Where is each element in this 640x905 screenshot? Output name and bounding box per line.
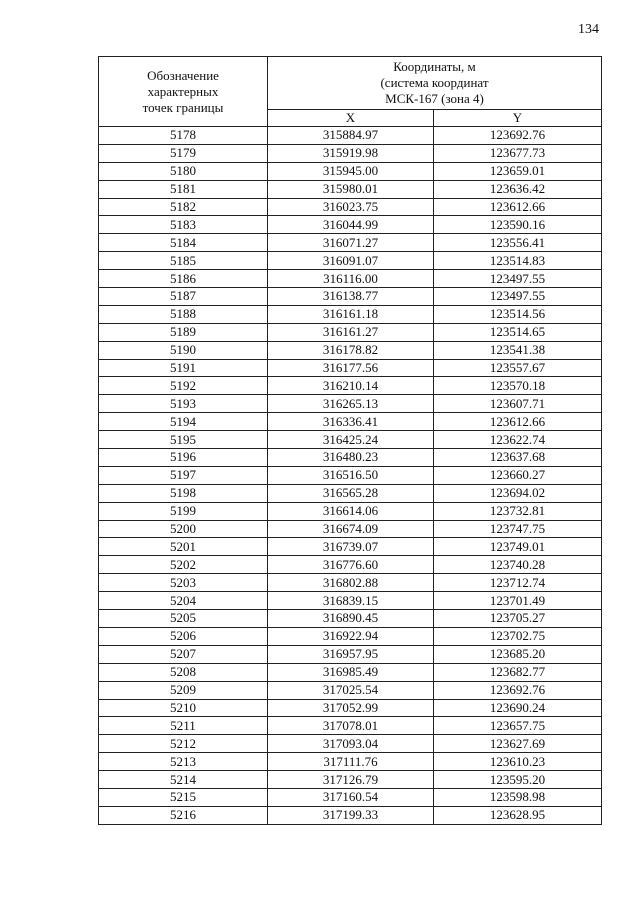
y-cell: 123612.66 (434, 413, 602, 431)
table-row (99, 538, 602, 556)
y-cell: 123685.20 (434, 645, 602, 663)
y-cell: 123590.16 (434, 216, 602, 234)
point-cell: 5196 (99, 449, 268, 467)
point-cell: 5178 (99, 127, 268, 145)
table-row (99, 180, 602, 198)
table-row (99, 574, 602, 592)
y-cell: 123660.27 (434, 466, 602, 484)
x-cell: 315945.00 (268, 162, 434, 180)
point-cell: 5201 (99, 538, 268, 556)
y-cell: 123637.68 (434, 449, 602, 467)
table-row (99, 216, 602, 234)
y-cell: 123712.74 (434, 574, 602, 592)
x-cell: 316044.99 (268, 216, 434, 234)
y-cell: 123607.71 (434, 395, 602, 413)
header-point-line: Обозначение (147, 67, 219, 83)
table-row (99, 341, 602, 359)
table-row (99, 556, 602, 574)
table-row (99, 323, 602, 341)
point-cell: 5208 (99, 663, 268, 681)
x-cell: 316425.24 (268, 431, 434, 449)
point-cell: 5180 (99, 162, 268, 180)
header-coords-line: МСК-167 (зона 4) (385, 91, 484, 106)
point-cell: 5214 (99, 771, 268, 789)
x-cell: 316178.82 (268, 341, 434, 359)
y-cell: 123497.55 (434, 288, 602, 306)
point-cell: 5184 (99, 234, 268, 252)
x-cell: 316071.27 (268, 234, 434, 252)
table-row (99, 144, 602, 162)
x-cell: 316516.50 (268, 466, 434, 484)
page-number: 134 (578, 22, 599, 37)
table-row (99, 592, 602, 610)
table-row (99, 198, 602, 216)
table-row (99, 502, 602, 520)
x-cell: 317078.01 (268, 717, 434, 735)
table-row (99, 288, 602, 306)
y-cell: 123702.75 (434, 627, 602, 645)
point-cell: 5182 (99, 198, 268, 216)
x-cell: 316614.06 (268, 502, 434, 520)
y-cell: 123657.75 (434, 717, 602, 735)
x-cell: 316739.07 (268, 538, 434, 556)
x-cell: 317199.33 (268, 806, 434, 824)
y-cell: 123677.73 (434, 144, 602, 162)
table-row (99, 753, 602, 771)
table-row (99, 645, 602, 663)
y-cell: 123682.77 (434, 663, 602, 681)
table-row (99, 127, 602, 145)
x-cell: 317025.54 (268, 681, 434, 699)
x-cell: 317111.76 (268, 753, 434, 771)
point-cell: 5185 (99, 252, 268, 270)
point-cell: 5204 (99, 592, 268, 610)
point-cell: 5215 (99, 788, 268, 806)
x-cell: 316161.18 (268, 305, 434, 323)
x-cell: 317093.04 (268, 735, 434, 753)
point-cell: 5193 (99, 395, 268, 413)
table-row (99, 771, 602, 789)
point-cell: 5183 (99, 216, 268, 234)
header-coordinates (268, 57, 602, 110)
x-cell: 316138.77 (268, 288, 434, 306)
x-cell: 316922.94 (268, 627, 434, 645)
y-cell: 123740.28 (434, 556, 602, 574)
y-cell: 123692.76 (434, 127, 602, 145)
table-row (99, 413, 602, 431)
table-row (99, 699, 602, 717)
y-cell: 123749.01 (434, 538, 602, 556)
table-row (99, 466, 602, 484)
x-cell: 316674.09 (268, 520, 434, 538)
x-cell: 316839.15 (268, 592, 434, 610)
y-cell: 123659.01 (434, 162, 602, 180)
table-row (99, 520, 602, 538)
header-x: X (268, 110, 434, 127)
y-cell: 123732.81 (434, 502, 602, 520)
y-cell: 123694.02 (434, 484, 602, 502)
x-cell: 316776.60 (268, 556, 434, 574)
y-cell: 123514.83 (434, 252, 602, 270)
y-cell: 123627.69 (434, 735, 602, 753)
x-cell: 316091.07 (268, 252, 434, 270)
y-cell: 123598.98 (434, 788, 602, 806)
table-row (99, 484, 602, 502)
x-cell: 316161.27 (268, 323, 434, 341)
point-cell: 5207 (99, 645, 268, 663)
point-cell: 5187 (99, 288, 268, 306)
table-row (99, 252, 602, 270)
point-cell: 5213 (99, 753, 268, 771)
table-row (99, 806, 602, 824)
point-cell: 5202 (99, 556, 268, 574)
y-cell: 123636.42 (434, 180, 602, 198)
point-cell: 5181 (99, 180, 268, 198)
table-body (99, 127, 602, 825)
x-cell: 316210.14 (268, 377, 434, 395)
y-cell: 123541.38 (434, 341, 602, 359)
point-cell: 5192 (99, 377, 268, 395)
table-row (99, 788, 602, 806)
y-cell: 123570.18 (434, 377, 602, 395)
table-header-row (99, 57, 602, 110)
y-cell: 123747.75 (434, 520, 602, 538)
y-cell: 123612.66 (434, 198, 602, 216)
coordinates-table (98, 56, 602, 825)
table-row (99, 305, 602, 323)
point-cell: 5197 (99, 466, 268, 484)
x-cell: 316023.75 (268, 198, 434, 216)
table-row (99, 610, 602, 628)
point-cell: 5194 (99, 413, 268, 431)
y-cell: 123628.95 (434, 806, 602, 824)
table-row (99, 627, 602, 645)
x-cell: 316177.56 (268, 359, 434, 377)
y-cell: 123557.67 (434, 359, 602, 377)
point-cell: 5203 (99, 574, 268, 592)
point-cell: 5212 (99, 735, 268, 753)
table-row (99, 717, 602, 735)
table-row (99, 681, 602, 699)
header-point-line: точек границы (142, 99, 224, 115)
y-cell: 123514.56 (434, 305, 602, 323)
x-cell: 316985.49 (268, 663, 434, 681)
x-cell: 317126.79 (268, 771, 434, 789)
point-cell: 5206 (99, 627, 268, 645)
table-row (99, 735, 602, 753)
point-cell: 5210 (99, 699, 268, 717)
x-cell: 315919.98 (268, 144, 434, 162)
y-cell: 123556.41 (434, 234, 602, 252)
table-row (99, 359, 602, 377)
x-cell: 316890.45 (268, 610, 434, 628)
header-y: Y (434, 110, 602, 127)
y-cell: 123692.76 (434, 681, 602, 699)
table-row (99, 162, 602, 180)
table-row (99, 270, 602, 288)
point-cell: 5205 (99, 610, 268, 628)
x-cell: 317160.54 (268, 788, 434, 806)
point-cell: 5209 (99, 681, 268, 699)
y-cell: 123622.74 (434, 431, 602, 449)
table-row (99, 377, 602, 395)
x-cell: 316336.41 (268, 413, 434, 431)
table-row (99, 234, 602, 252)
header-coords-line: (система координат (380, 75, 489, 90)
x-cell: 316565.28 (268, 484, 434, 502)
y-cell: 123690.24 (434, 699, 602, 717)
table-row (99, 395, 602, 413)
point-cell: 5191 (99, 359, 268, 377)
table-row (99, 431, 602, 449)
x-cell: 316802.88 (268, 574, 434, 592)
point-cell: 5195 (99, 431, 268, 449)
point-cell: 5189 (99, 323, 268, 341)
point-cell: 5211 (99, 717, 268, 735)
point-cell: 5200 (99, 520, 268, 538)
x-cell: 316116.00 (268, 270, 434, 288)
y-cell: 123701.49 (434, 592, 602, 610)
point-cell: 5199 (99, 502, 268, 520)
y-cell: 123595.20 (434, 771, 602, 789)
x-cell: 317052.99 (268, 699, 434, 717)
table-row (99, 449, 602, 467)
x-cell: 316957.95 (268, 645, 434, 663)
x-cell: 315884.97 (268, 127, 434, 145)
y-cell: 123705.27 (434, 610, 602, 628)
point-cell: 5188 (99, 305, 268, 323)
header-coords-line: Координаты, м (393, 59, 476, 74)
point-cell: 5216 (99, 806, 268, 824)
header-point-line: характерных (147, 83, 219, 99)
y-cell: 123497.55 (434, 270, 602, 288)
point-cell: 5179 (99, 144, 268, 162)
x-cell: 315980.01 (268, 180, 434, 198)
table-row (99, 663, 602, 681)
point-cell: 5186 (99, 270, 268, 288)
header-point-designation (99, 57, 268, 127)
x-cell: 316265.13 (268, 395, 434, 413)
y-cell: 123610.23 (434, 753, 602, 771)
point-cell: 5190 (99, 341, 268, 359)
y-cell: 123514.65 (434, 323, 602, 341)
point-cell: 5198 (99, 484, 268, 502)
x-cell: 316480.23 (268, 449, 434, 467)
